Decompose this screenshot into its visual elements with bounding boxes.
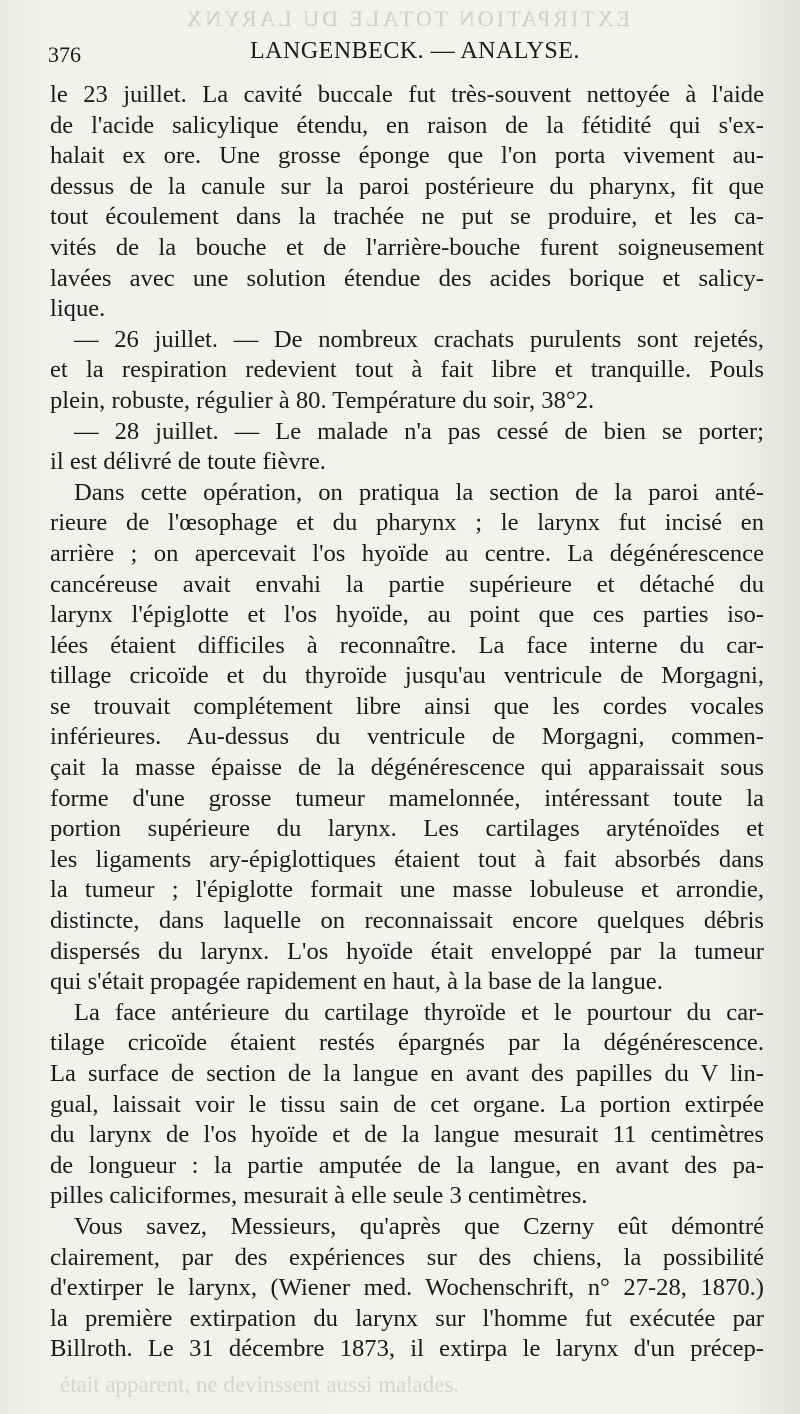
text-line: halait ex ore. Une grosse éponge que l'on porta vivement au- [50,142,764,170]
text-line: le 23 juillet. La cavité buccale fut très-souvent nettoyée à l'aide [50,81,764,108]
text-line: du larynx de l'os hyoïde et de la langue mesurait 11 centimètres [50,1121,764,1149]
text-line: La face antérieure du cartilage thyroïde et le pourtour du car- [74,998,764,1026]
text-line: la première extirpation du larynx sur l'homme fut exécutée par [50,1304,764,1332]
text-line: forme d'une grosse tumeur mamelonnée, intéressant toute la [50,784,764,812]
text-line: La surface de section de la langue en avant des papilles du V lin- [50,1060,764,1087]
text-line: larynx l'épiglotte et l'os hyoïde, au point que ces parties iso- [50,601,764,629]
text-line: Vous savez, Messieurs, qu'après que Czerny eût démontré [74,1212,764,1240]
text-line: portion supérieure du larynx. Les cartilages aryténoïdes et [50,815,764,843]
text-line: clairement, par des expériences sur des chiens, la possibilité [50,1243,764,1271]
text-line: çait la masse épaisse de la dégénérescence qui apparaissait sous [50,754,764,782]
text-line: lées étaient difficiles à reconnaître. La face interne du car- [50,631,764,659]
text-line: gual, laissait voir le tissu sain de cet organe. La portion extirpée [50,1090,764,1118]
text-line: arrière ; on apercevait l'os hyoïde au centre. La dégénérescence [50,539,764,567]
text-line: qui s'était propagée rapidement en haut, à la base de la langue. [50,968,663,996]
bleed-through-text-bottom: était apparent, ne devinssent aussi malades. [60,1372,460,1397]
text-line: inférieures. Au-dessus du ventricule de Morgagni, commen- [50,723,764,751]
text-line: et la respiration redevient tout à fait libre et tranquille. Pouls [50,356,764,384]
text-line: se trouvait complétement libre ainsi que les cordes vocales [50,692,764,720]
text-line: Dans cette opération, on pratiqua la section de la paroi anté- [74,478,764,506]
text-line: — 28 juillet. — Le malade n'a pas cessé de bien se porter; [74,417,764,445]
body-text [50,80,764,1365]
running-head: LANGENBECK. — ANALYSE. [250,38,580,64]
text-line: la tumeur ; l'épiglotte formait une masse lobuleuse et arrondie, [50,876,764,904]
text-line: tout écoulement dans la trachée ne put se produire, et les ca- [50,203,764,231]
text-line: distincte, dans laquelle on reconnaissait encore quelques débris [50,907,764,935]
text-line: tilage cricoïde étaient restés épargnés par la dégénérescence. [50,1029,764,1057]
text-line: lavées avec une solution étendue des acides borique et salicy- [50,264,764,292]
text-line: cancéreuse avait envahi la partie supérieure et détaché du [50,570,764,598]
text-line: pilles caliciformes, mesurait à elle seule 3 centimètres. [50,1182,588,1210]
text-line: il est délivré de toute fièvre. [50,448,326,476]
text-line: Billroth. Le 31 décembre 1873, il extirpa le larynx d'un précep- [50,1335,764,1363]
text-line: d'extirper le larynx, (Wiener med. Wochenschrift, n° 27-28, 1870.) [50,1274,764,1302]
page-header [42,36,762,70]
text-line: — 26 juillet. — De nombreux crachats purulents sont rejetés, [74,325,764,353]
text-line: dispersés du larynx. L'os hyoïde était enveloppé par la tumeur [50,937,764,965]
text-line: rieure de l'œsophage et du pharynx ; le larynx fut incisé en [50,509,764,537]
text-line: plein, robuste, régulier à 80. Température du soir, 38°2. [50,386,595,414]
text-line: tillage cricoïde et du thyroïde jusqu'au ventricule de Morgagni, [50,662,764,690]
text-line: lique. [50,295,106,323]
text-line: les ligaments ary-épiglottiques étaient tout à fait absorbés dans [50,845,764,873]
text-line: dessus de la canule sur la paroi postérieure du pharynx, fit que [50,172,764,200]
bleed-through-text-top: EXTIRPATION TOTALE DU LARYNX [183,6,630,31]
text-line: de longueur : la partie amputée de la langue, en avant des pa- [50,1151,764,1179]
text-line: vités de la bouche et de l'arrière-bouche furent soigneusement [50,233,764,261]
text-line: de l'acide salicylique étendu, en raison de la fétidité qui s'ex- [50,111,764,139]
page-number: 376 [48,42,81,67]
